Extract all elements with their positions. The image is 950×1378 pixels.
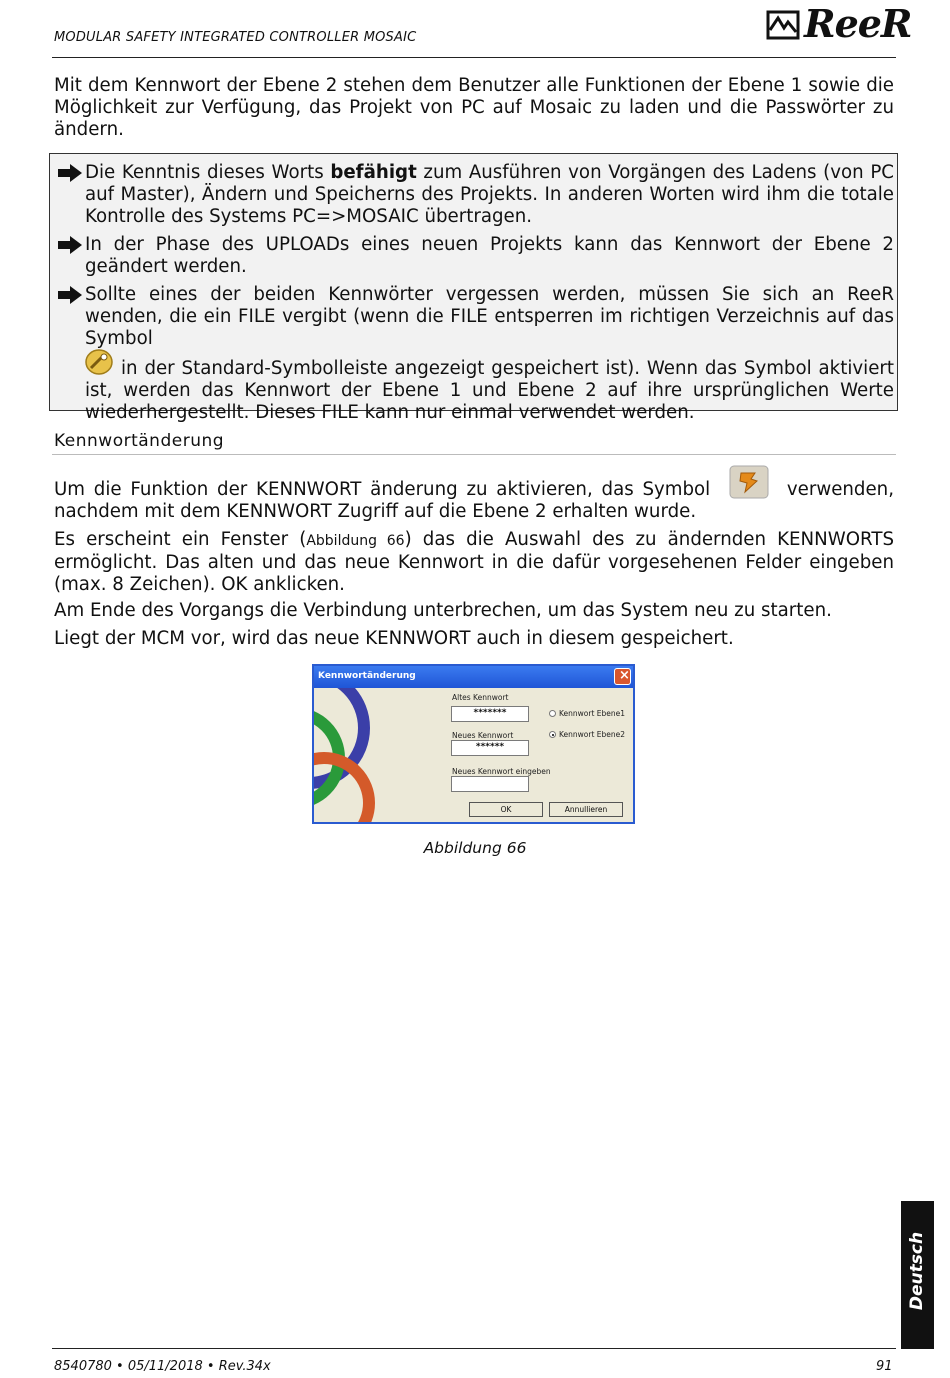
note-1-bold-text: befähigt [330, 162, 417, 183]
radio-level-2-label: Kennwort Ebene2 [559, 730, 626, 739]
note-2-text: In der Phase des UPLOADs eines neuen Projekts kann das Kennwort der Ebene 2 geändert werden. [85, 234, 894, 277]
body-p2-text-start: Es erscheint ein Fenster ( [54, 529, 307, 550]
section-divider [52, 454, 896, 455]
password-change-dialog [312, 664, 635, 824]
dialog-titlebar [314, 666, 633, 688]
note-item-1 [56, 162, 894, 228]
mosaic-rings-graphic [314, 688, 404, 824]
radio-level-1-label: Kennwort Ebene1 [559, 709, 626, 718]
note-1-text-end: zum Ausführen von Vorgängen des Ladens (von PC auf Master), Ändern und Speicherns des Projekts. In anderen Worten wird ihm die totale Kontrolle des Systems PC=>MOSAIC übertragen. [85, 162, 894, 227]
confirm-password-label: Neues Kennwort eingeben [452, 767, 551, 776]
body-paragraph-3: Am Ende des Vorgangs die Verbindung unterbrechen, um das System neu zu starten. [54, 600, 832, 621]
old-password-field[interactable]: ******* [451, 706, 529, 722]
intro-paragraph: Mit dem Kennwort der Ebene 2 stehen dem Benutzer alle Funktionen der Ebene 1 sowie die Möglichkeit zur Verfügung, das Projekt von PC auf Mosaic zu laden und die Passwörter zu ändern. [54, 75, 894, 140]
footer-document-info: 8540780 • 05/11/2018 • Rev.34x [54, 1359, 271, 1374]
figure-reference: Abbildung 66 [306, 533, 405, 549]
reer-logo-text: ReeR [804, 1, 912, 46]
note-item-3 [56, 284, 894, 424]
dialog-title: Kennwortänderung [318, 671, 416, 681]
language-tab [901, 1201, 934, 1349]
cancel-button[interactable]: Annullieren [549, 802, 623, 817]
note-1-text-start: Die Kenntnis dieses Worts [85, 162, 331, 183]
note-item-2 [56, 234, 894, 278]
notes-box [49, 153, 898, 423]
arrow-right-icon [56, 235, 84, 255]
body-p1-text-end: verwenden, [786, 479, 894, 500]
page-number: 91 [876, 1359, 893, 1374]
old-password-label: Altes Kennwort [452, 693, 509, 702]
confirm-password-field[interactable] [451, 776, 529, 792]
body-paragraph-4: Liegt der MCM vor, wird das neue KENNWORT auch in diesem gespeichert. [54, 628, 734, 649]
radio-level-2[interactable] [549, 731, 556, 738]
password-change-icon [729, 465, 769, 499]
note-3-text-end: in der Standard-Symbolleiste angezeigt gespeichert ist). Wenn das Symbol aktiviert ist, werden das Kennwort der Ebene 1 und Ebene 2 auf ihre ursprünglichen Werte wiederhergestellt. Dieses FILE kann nur einmal verwendet werden. [85, 358, 894, 423]
radio-level-1[interactable] [549, 710, 556, 717]
dialog-close-button[interactable] [614, 668, 631, 685]
reer-logo-icon [766, 10, 800, 40]
arrow-right-icon [56, 163, 84, 183]
reer-logo [766, 1, 912, 46]
body-p1-text-start: Um die Funktion der KENNWORT änderung zu aktivieren, das Symbol [54, 479, 711, 500]
new-password-label: Neues Kennwort [452, 731, 514, 740]
figure-caption: Abbildung 66 [423, 839, 527, 857]
ok-button[interactable]: OK [469, 802, 543, 817]
body-paragraph-1 [54, 479, 894, 523]
document-header-title: MODULAR SAFETY INTEGRATED CONTROLLER MOSAIC [54, 30, 417, 45]
arrow-right-icon [56, 285, 84, 305]
body-paragraph-2 [54, 529, 894, 596]
body-p2-text-end: ) das die Auswahl des zu ändernden KENNWORTS ermöglicht. Das alten und das neue Kennwort in die dafür vorgesehenen Felder eingeben (max. 8 Zeichen). OK anklicken. [54, 529, 895, 595]
unlock-file-icon [84, 348, 114, 376]
new-password-field[interactable]: ****** [451, 740, 529, 756]
language-tab-label: Deutsch [907, 1231, 927, 1311]
body-p1-line-2: nachdem mit dem KENNWORT Zugriff auf die Ebene 2 erhalten wurde. [54, 501, 697, 522]
footer-divider [52, 1348, 896, 1349]
close-icon: × [619, 668, 630, 683]
header-divider [52, 57, 896, 58]
note-3-text-start: Sollte eines der beiden Kennwörter vergessen werden, müssen Sie sich an ReeR wenden, die ein FILE vergibt (wenn die FILE entsperren im richtigen Verzeichnis auf das Symbol [85, 284, 894, 349]
section-title: Kennwortänderung [54, 431, 225, 451]
